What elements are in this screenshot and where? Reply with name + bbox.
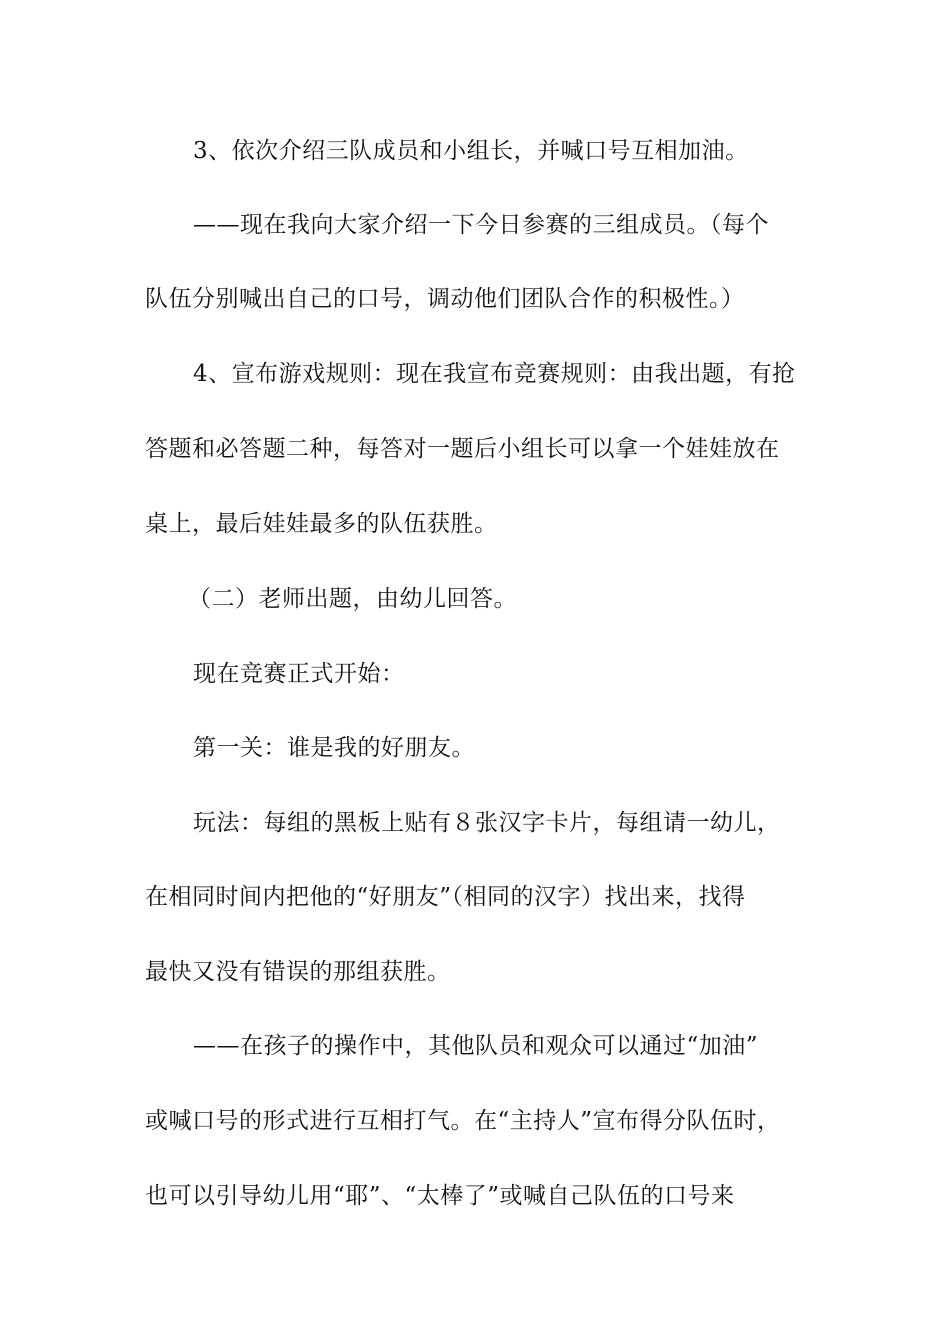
paragraph-line: 也可以引导幼儿用“耶”、“太棒了”或喊自己队伍的口号来 <box>145 1183 735 1209</box>
paragraph-line: 答题和必答题二种，每答对一题后小组长可以拿一个娃娃放在 <box>145 436 780 462</box>
paragraph-line: 桌上，最后娃娃最多的队伍获胜。 <box>145 511 498 537</box>
paragraph-line: ——在孩子的操作中，其他队员和观众可以通过“加油” <box>193 1033 759 1059</box>
paragraph-line: 4、宣布游戏规则：现在我宣布竞赛规则：由我出题，有抢 <box>193 361 796 387</box>
paragraph-line: ——现在我向大家介绍一下今日参赛的三组成员。（每个 <box>193 212 769 238</box>
paragraph-line: 3、依次介绍三队成员和小组长，并喊口号互相加油。 <box>193 138 749 164</box>
paragraph-line: 第一关：谁是我的好朋友。 <box>193 735 475 761</box>
paragraph-line: 队伍分别喊出自己的口号，调动他们团队合作的积极性。） <box>145 286 745 312</box>
section-heading: （二）老师出题，由幼儿回答。 <box>188 586 517 612</box>
paragraph-line: 在相同时间内把他的“好朋友”（相同的汉字）找出来，找得 <box>145 884 746 910</box>
paragraph-line: 最快又没有错误的那组获胜。 <box>145 959 451 985</box>
paragraph-line: 或喊口号的形式进行互相打气。在“主持人”宣布得分队伍时， <box>145 1108 781 1134</box>
paragraph-line: 现在竞赛正式开始： <box>193 661 405 687</box>
paragraph-line: 玩法：每组的黑板上贴有８张汉字卡片，每组请一幼儿， <box>193 810 781 836</box>
